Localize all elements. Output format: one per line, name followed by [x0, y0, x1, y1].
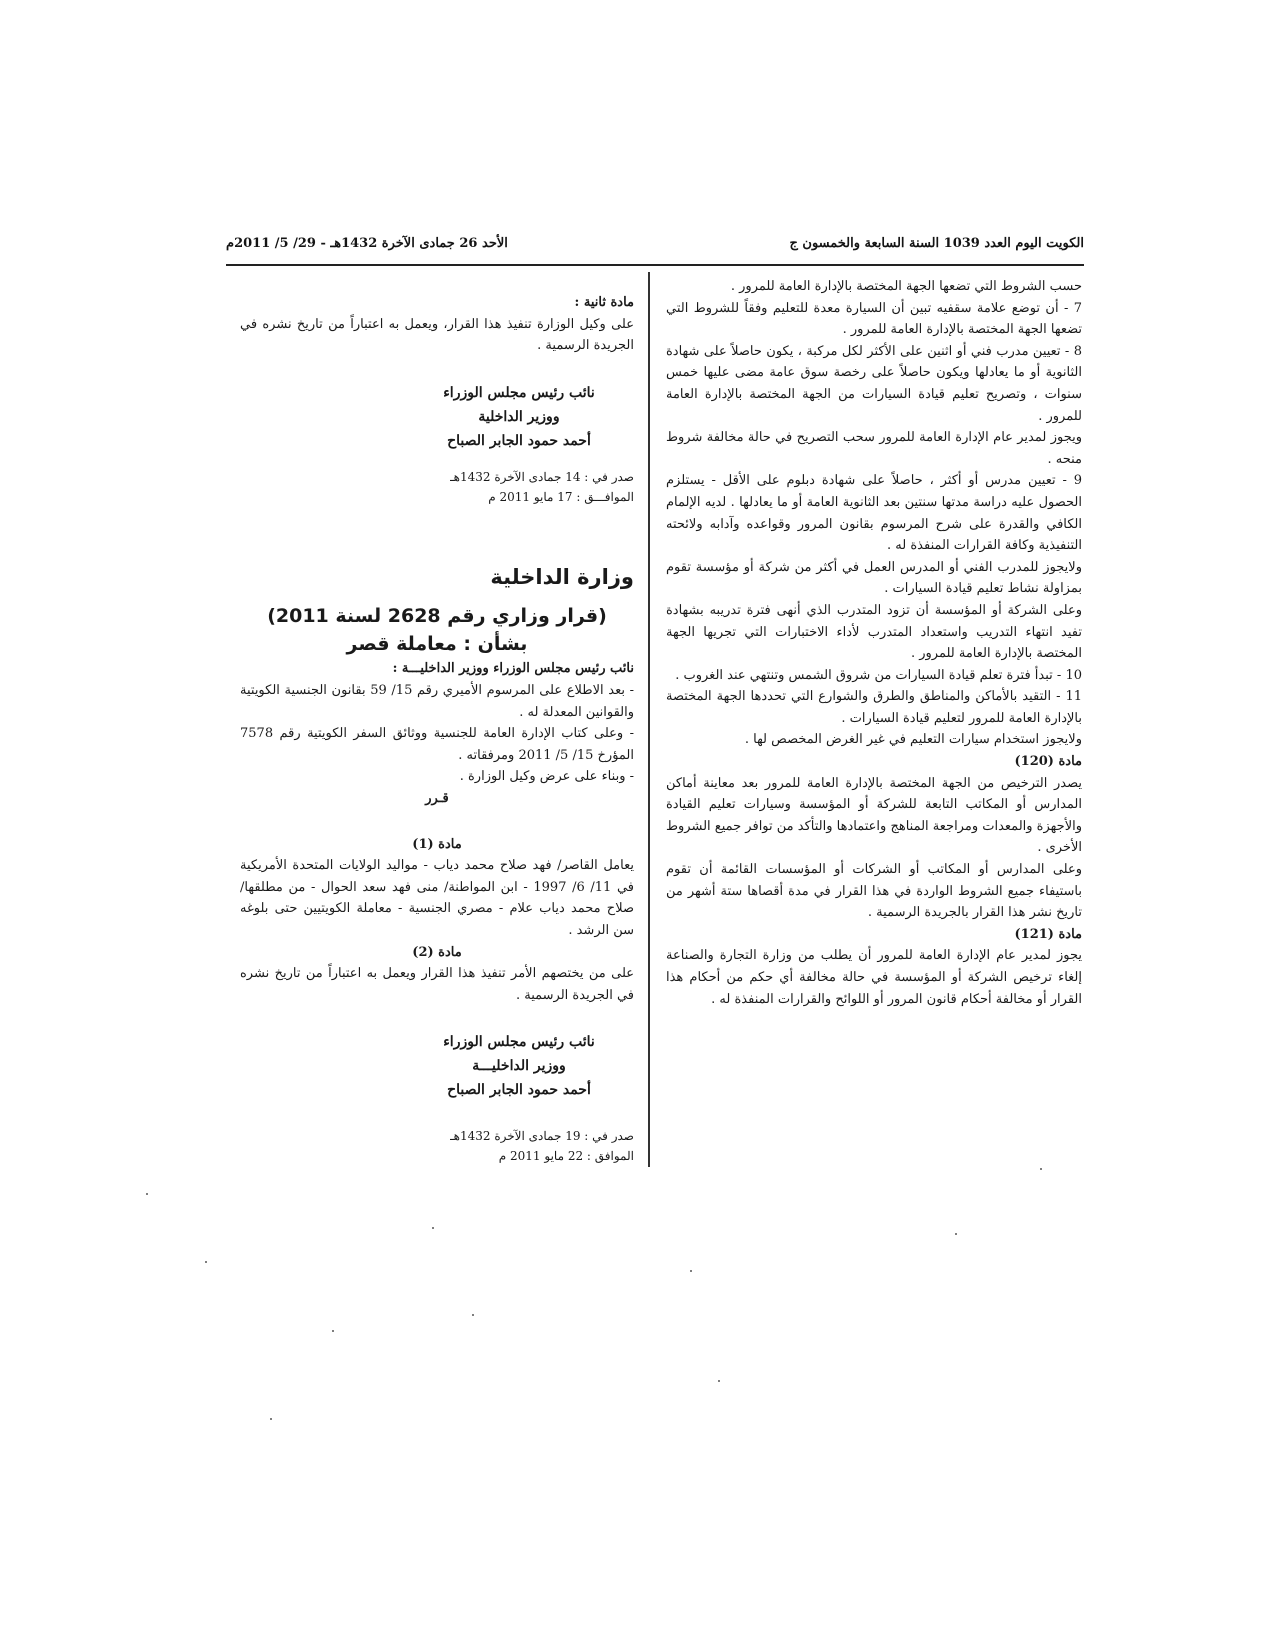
paragraph: يعامل القاصر/ فهد صلاح محمد دياب - مواليد الولايات المتحدة الأمريكية في 11/ 6/ 1997 - ابن المواطنة/ منى فهد سعد الحوال - من مطلقها/ صلاح محمد دياب علام - مصري الجنسية - معاملة الكويتيين حتى بلوغه سن الرشد . [240, 858, 635, 938]
paragraph: 8 - تعيين مدرب فني أو اثنين على الأكثر لكل مركبة ، يكون حاصلاً على شهادة الثانوية أو ما يعادلها ويكون حاصلاً على رخصة سوق عامة مضى عليها خمس سنوات ، وتصريح تعليم قيادة السيارات من الجهة المختصة بالإدارة العامة للمرور . [666, 343, 1082, 424]
paragraph: يجوز لمدير عام الإدارة العامة للمرور أن يطلب من وزارة التجارة والصناعة إلغاء ترخيص الشركة أو المؤسسة في حالة مخالفة أي حكم من أحكام هذا القرار أو مخالفة أحكام قانون المرور أو اللوائح والقرارات المنفذة له . [666, 948, 1082, 1007]
scan-speck [270, 1418, 272, 1420]
signature-block [240, 1030, 634, 1102]
scan-speck [332, 1330, 334, 1332]
signature-line: أحمد حمود الجابر الصباح [447, 432, 591, 449]
page-header [226, 236, 1084, 262]
paragraph: على من يختصهم الأمر تنفيذ هذا القرار ويعمل به اعتباراً من تاريخ نشره في الجريدة الرسمية . [240, 966, 634, 1003]
signature-line: ووزير الداخلية [478, 408, 560, 425]
article-second-title: مادة ثانية : [574, 295, 634, 310]
right-column [666, 276, 1082, 1010]
preamble-item: - بعد الاطلاع على المرسوم الأميري رقم 15/ 59 بقانون الجنسية الكويتية والقوانين المعدلة له . [240, 682, 635, 720]
signature-block [240, 381, 634, 453]
column-divider [648, 272, 650, 1167]
scan-speck [205, 1261, 207, 1263]
scan-speck [955, 1233, 957, 1235]
paragraph: وعلى الشركة أو المؤسسة أن تزود المتدرب الذي أنهى فترة تدريبه بشهادة تفيد انتهاء التدريب واستعداد المتدرب لأداء الاختبارات التي تجريها الجهة المختصة بالإدارة العامة للمرور . [666, 602, 1082, 662]
scan-speck [718, 1380, 720, 1382]
gazette-date: الأحد 26 جمادى الآخرة 1432هـ - 29/ 5/ 2011م [226, 236, 508, 251]
paragraph: حسب الشروط التي تضعها الجهة المختصة بالإدارة العامة للمرور . [730, 279, 1082, 294]
left-column [240, 292, 634, 1166]
issued-date: صدر في : 14 جمادى الآخرة 1432هـ [450, 469, 634, 484]
article-1-title: مادة (1) [412, 836, 462, 852]
scan-speck [472, 1314, 474, 1316]
article-121-title: مادة (121) [1014, 926, 1082, 942]
signature-line: نائب رئيس مجلس الوزراء [443, 1034, 595, 1051]
header-rule [226, 264, 1084, 266]
paragraph: ويجوز لمدير عام الإدارة العامة للمرور سحب التصريح في حالة مخالفة شروط منحه . [666, 430, 1082, 467]
scan-speck [1040, 1168, 1042, 1170]
issued-date: صدر في : 19 جمادى الآخرة 1432هـ [450, 1129, 634, 1144]
corresponding-date: الموافق : 22 مايو 2011 م [498, 1149, 634, 1164]
paragraph: 9 - تعيين مدرس أو أكثر ، حاصلاً على شهادة دبلوم على الأقل - يستلزم الحصول عليه دراسة مدتها سنتين بعد الثانوية العامة أو ما يعادلها . لديه الإلمام الكافي والقدرة على شرح المرسوم بقانون المرور وقواعده وآدابه ولائحته التنفيذية وكافة القرارات المنفذة له . [666, 473, 1082, 554]
gazette-issue-info: الكويت اليوم العدد 1039 السنة السابعة والخمسون ج [789, 236, 1084, 251]
paragraph: 11 - التقيد بالأماكن والمناطق والطرق والشوارع التي تحددها الجهة المختصة بالإدارة العامة للمرور لتعليم قيادة السيارات . [666, 689, 1082, 726]
paragraph: يصدر الترخيص من الجهة المختصة بالإدارة العامة للمرور بعد معاينة أماكن المدارس أو المكاتب التابعة للشركة أو المؤسسة وسيارات تعليم القيادة والأجهزة والمعدات ومراجعة المناهج واعتمادها والتأكد من توافر جميع الشروط الأخرى . [666, 775, 1082, 856]
paragraph: على وكيل الوزارة تنفيذ هذا القرار، ويعمل به اعتباراً من تاريخ نشره في الجريدة الرسمية . [240, 316, 634, 354]
paragraph: ولايجوز استخدام سيارات التعليم في غير الغرض المخصص لها . [744, 732, 1082, 748]
corresponding-date: الموافـــق : 17 مايو 2011 م [488, 489, 634, 504]
paragraph: 7 - أن توضع علامة سقفيه تبين أن السيارة معدة للتعليم وفقاً للشروط التي تضعها الجهة المختصة بالإدارة العامة للمرور . [666, 300, 1082, 338]
scan-speck [432, 1227, 434, 1229]
article-120-title: مادة (120) [1014, 754, 1082, 770]
ministry-heading: وزارة الداخلية [490, 564, 634, 589]
signature-line: أحمد حمود الجابر الصباح [447, 1082, 591, 1099]
signature-line: ووزير الداخليـــة [472, 1058, 566, 1075]
decree-subject: بشأن : معاملة قصر [346, 633, 528, 656]
article-2-title: مادة (2) [412, 944, 462, 960]
preamble-item: - وعلى كتاب الإدارة العامة للجنسية ووثائق السفر الكويتية رقم 7578 المؤرخ 15/ 5/ 2011 ومرفقاته . [240, 726, 634, 763]
paragraph: 10 - تبدأ فترة تعلم قيادة السيارات من شروق الشمس وتنتهي عند الغروب . [675, 667, 1082, 683]
paragraph: ولايجوز للمدرب الفني أو المدرس العمل في أكثر من شركة أو مؤسسة تقوم بمزاولة نشاط تعليم قيادة السيارات . [666, 559, 1082, 597]
scan-speck [146, 1193, 148, 1195]
signature-line: نائب رئيس مجلس الوزراء [443, 384, 595, 401]
decree-issuer: نائب رئيس مجلس الوزراء ووزير الداخليـــة : [392, 661, 634, 677]
decree-title: (قرار وزاري رقم 2628 لسنة 2011) [267, 605, 607, 628]
decided-heading: قـرر [425, 790, 449, 806]
paragraph: وعلى المدارس أو المكاتب أو الشركات أو المؤسسات القائمة أن تقوم باستيفاء جميع الشروط الواردة في هذا القرار في مدة أقصاها ستة أشهر من تاريخ نشر هذا القرار بالجريدة الرسمية . [666, 862, 1082, 921]
preamble-item: - وبناء على عرض وكيل الوزارة . [459, 769, 634, 785]
scan-speck [690, 1270, 692, 1272]
